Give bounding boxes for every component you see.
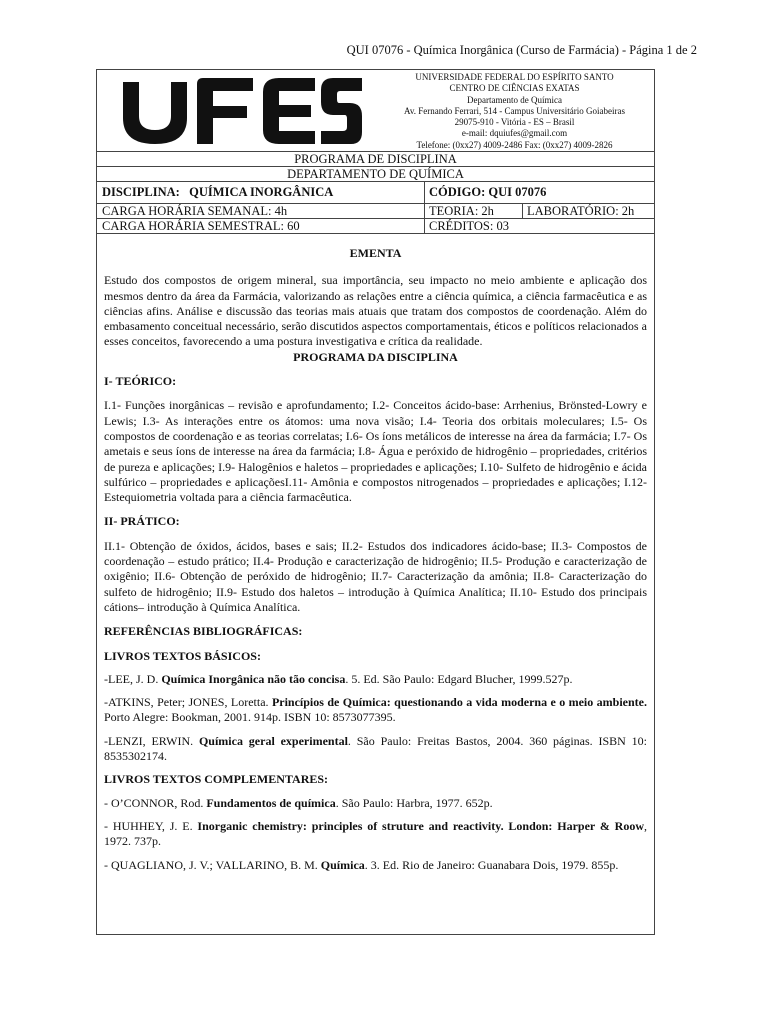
reference-item: - HUHHEY, J. E. Inorganic chemistry: principles of struture and reactivity. London: Harper & Roow, 1972. 737p. [104,818,647,849]
discipline-label: DISCIPLINA: [102,185,180,199]
reference-item: - O’CONNOR, Rod. Fundamentos de química. São Paulo: Harbra, 1977. 652p. [104,795,493,810]
syllabus-frame [96,69,655,935]
discipline-cell [97,182,424,203]
ementa-text: Estudo dos compostos de origem mineral, sua importância, seu impacto no meio ambiente e aplicação dos mesmos dentro da área da Farmácia, valorizando as relações entre a ciência química, a ciência farmacêutica e as ciências afins. Análise e discussão das teorias mais atuais que tratam dos compostos de coordenação. Além do embasamento conceitual necessário, serão discutidos aspectos comportamentais, éticos e políticos relacionados a esses conceitos, favorecendo a uma postura investigativa e crítica da realidade. [104,273,647,349]
lab-hours: LABORATÓRIO: 2h [527,204,635,218]
credits: CRÉDITOS: 03 [429,219,509,233]
institution-line: Telefone: (0xx27) 4009-2486 Fax: (0xx27) 4009-2826 [416,139,613,150]
references-title: REFERÊNCIAS BIBLIOGRÁFICAS: [104,624,303,639]
reference-item: - QUAGLIANO, J. V.; VALLARINO, B. M. Química. 3. Ed. Rio de Janeiro: Guanabara Dois, 1979. 855p. [104,857,619,872]
teorico-text: I.1- Funções inorgânicas – revisão e aprofundamento; I.2- Conceitos ácido-base: Arrhenius, Brönsted-Lowry e Lewis; I.3- As interações entre os átomos: uma nova visão; I.4- Teoria dos orbitais moleculares; I.5- Os compostos de coordenação e as teorias correlatas; I.6- Os íons metálicos de interesse na área da farmácia; I.7- Os ametais e seus íons de interesse na área da farmácia; I.8- Água e peróxido de hidrogênio – propriedades, critérios de pureza e aplicações; I.9- Halogênios e haletos – propriedades e aplicações; I.10- Sulfeto de hidrogênio e ácida sulfúrico – propriedades e aplicaçõesI.11- Amônia e compostos nitrogenados – propriedades e aplicações; I.12- Estequiometria voltada para a ciência farmacêutica. [104,398,647,505]
institution-line: 29075-910 - Vitória - ES – Brasil [454,117,575,128]
discipline-row [97,181,654,203]
ementa-title: EMENTA [349,246,402,260]
program-title: PROGRAMA DE DISCIPLINA [97,151,654,166]
pratico-title: II- PRÁTICO: [104,514,180,529]
discipline-name: QUÍMICA INORGÂNICA [189,185,334,199]
institution-line: Departamento de Química [467,94,562,105]
institution-line: CENTRO DE CIÊNCIAS EXATAS [449,83,580,94]
course-code: CÓDIGO: QUI 07076 [429,185,547,199]
weekly-hours: CARGA HORÁRIA SEMANAL: 4h [102,204,288,218]
reference-item: -LEE, J. D. Química Inorgânica não tão concisa. 5. Ed. São Paulo: Edgard Blucher, 1999.527p. [104,671,573,686]
letterhead [97,70,654,151]
teorico-title: I- TEÓRICO: [104,374,177,389]
semester-hours: CARGA HORÁRIA SEMESTRAL: 60 [102,219,300,233]
reference-item: -LENZI, ERWIN. Química geral experimental. São Paulo: Freitas Bastos, 2004. 360 páginas. ISBN 10: 8535302174. [104,733,648,764]
complementary-books-title: LIVROS TEXTOS COMPLEMENTARES: [104,772,329,787]
page-header: QUI 07076 - Química Inorgânica (Curso de Farmácia) - Página 1 de 2 [346,43,697,57]
pratico-text: II.1- Obtenção de óxidos, ácidos, bases e sais; II.2- Estudos dos indicadores ácido-base; II.3- Compostos de coordenação – estudo prático; II.4- Produção e caracterização de hidrogênio; II.5- Produção e caracterização de oxigênio; II.6- Obtenção de peróxido de hidrogênio; II.7- Caracterização da amônia; II.8- Caracterização do sulfeto de hidrogênio; II.9- Estudo dos haletos – introdução à Química Analítica; II.10- Estudo dos principais cátions– introdução à Química Analítica. [104,538,647,614]
institution-address [375,72,654,151]
department-name: DEPARTAMENTO DE QUÍMICA [97,166,654,181]
ufes-logo [119,72,363,148]
basic-books-title: LIVROS TEXTOS BÁSICOS: [104,648,261,663]
programa-title: PROGRAMA DA DISCIPLINA [293,349,458,364]
theory-hours: TEORIA: 2h [429,204,494,218]
hours-row-1 [97,203,654,218]
institution-line: e-mail: dquiufes@gmail.com [461,128,568,139]
syllabus-content [97,233,654,873]
hours-row-2 [97,218,654,233]
reference-item: -ATKINS, Peter; JONES, Loretta. Princípios de Química: questionando a vida moderna e o meio ambiente. Porto Alegre: Bookman, 2001. 914p. ISBN 10: 8573077395. [104,695,647,725]
institution-line: UNIVERSIDADE FEDERAL DO ESPÍRITO SANTO [415,72,614,82]
institution-line: Av. Fernando Ferrari, 514 - Campus Universitário Goiabeiras [404,105,625,116]
